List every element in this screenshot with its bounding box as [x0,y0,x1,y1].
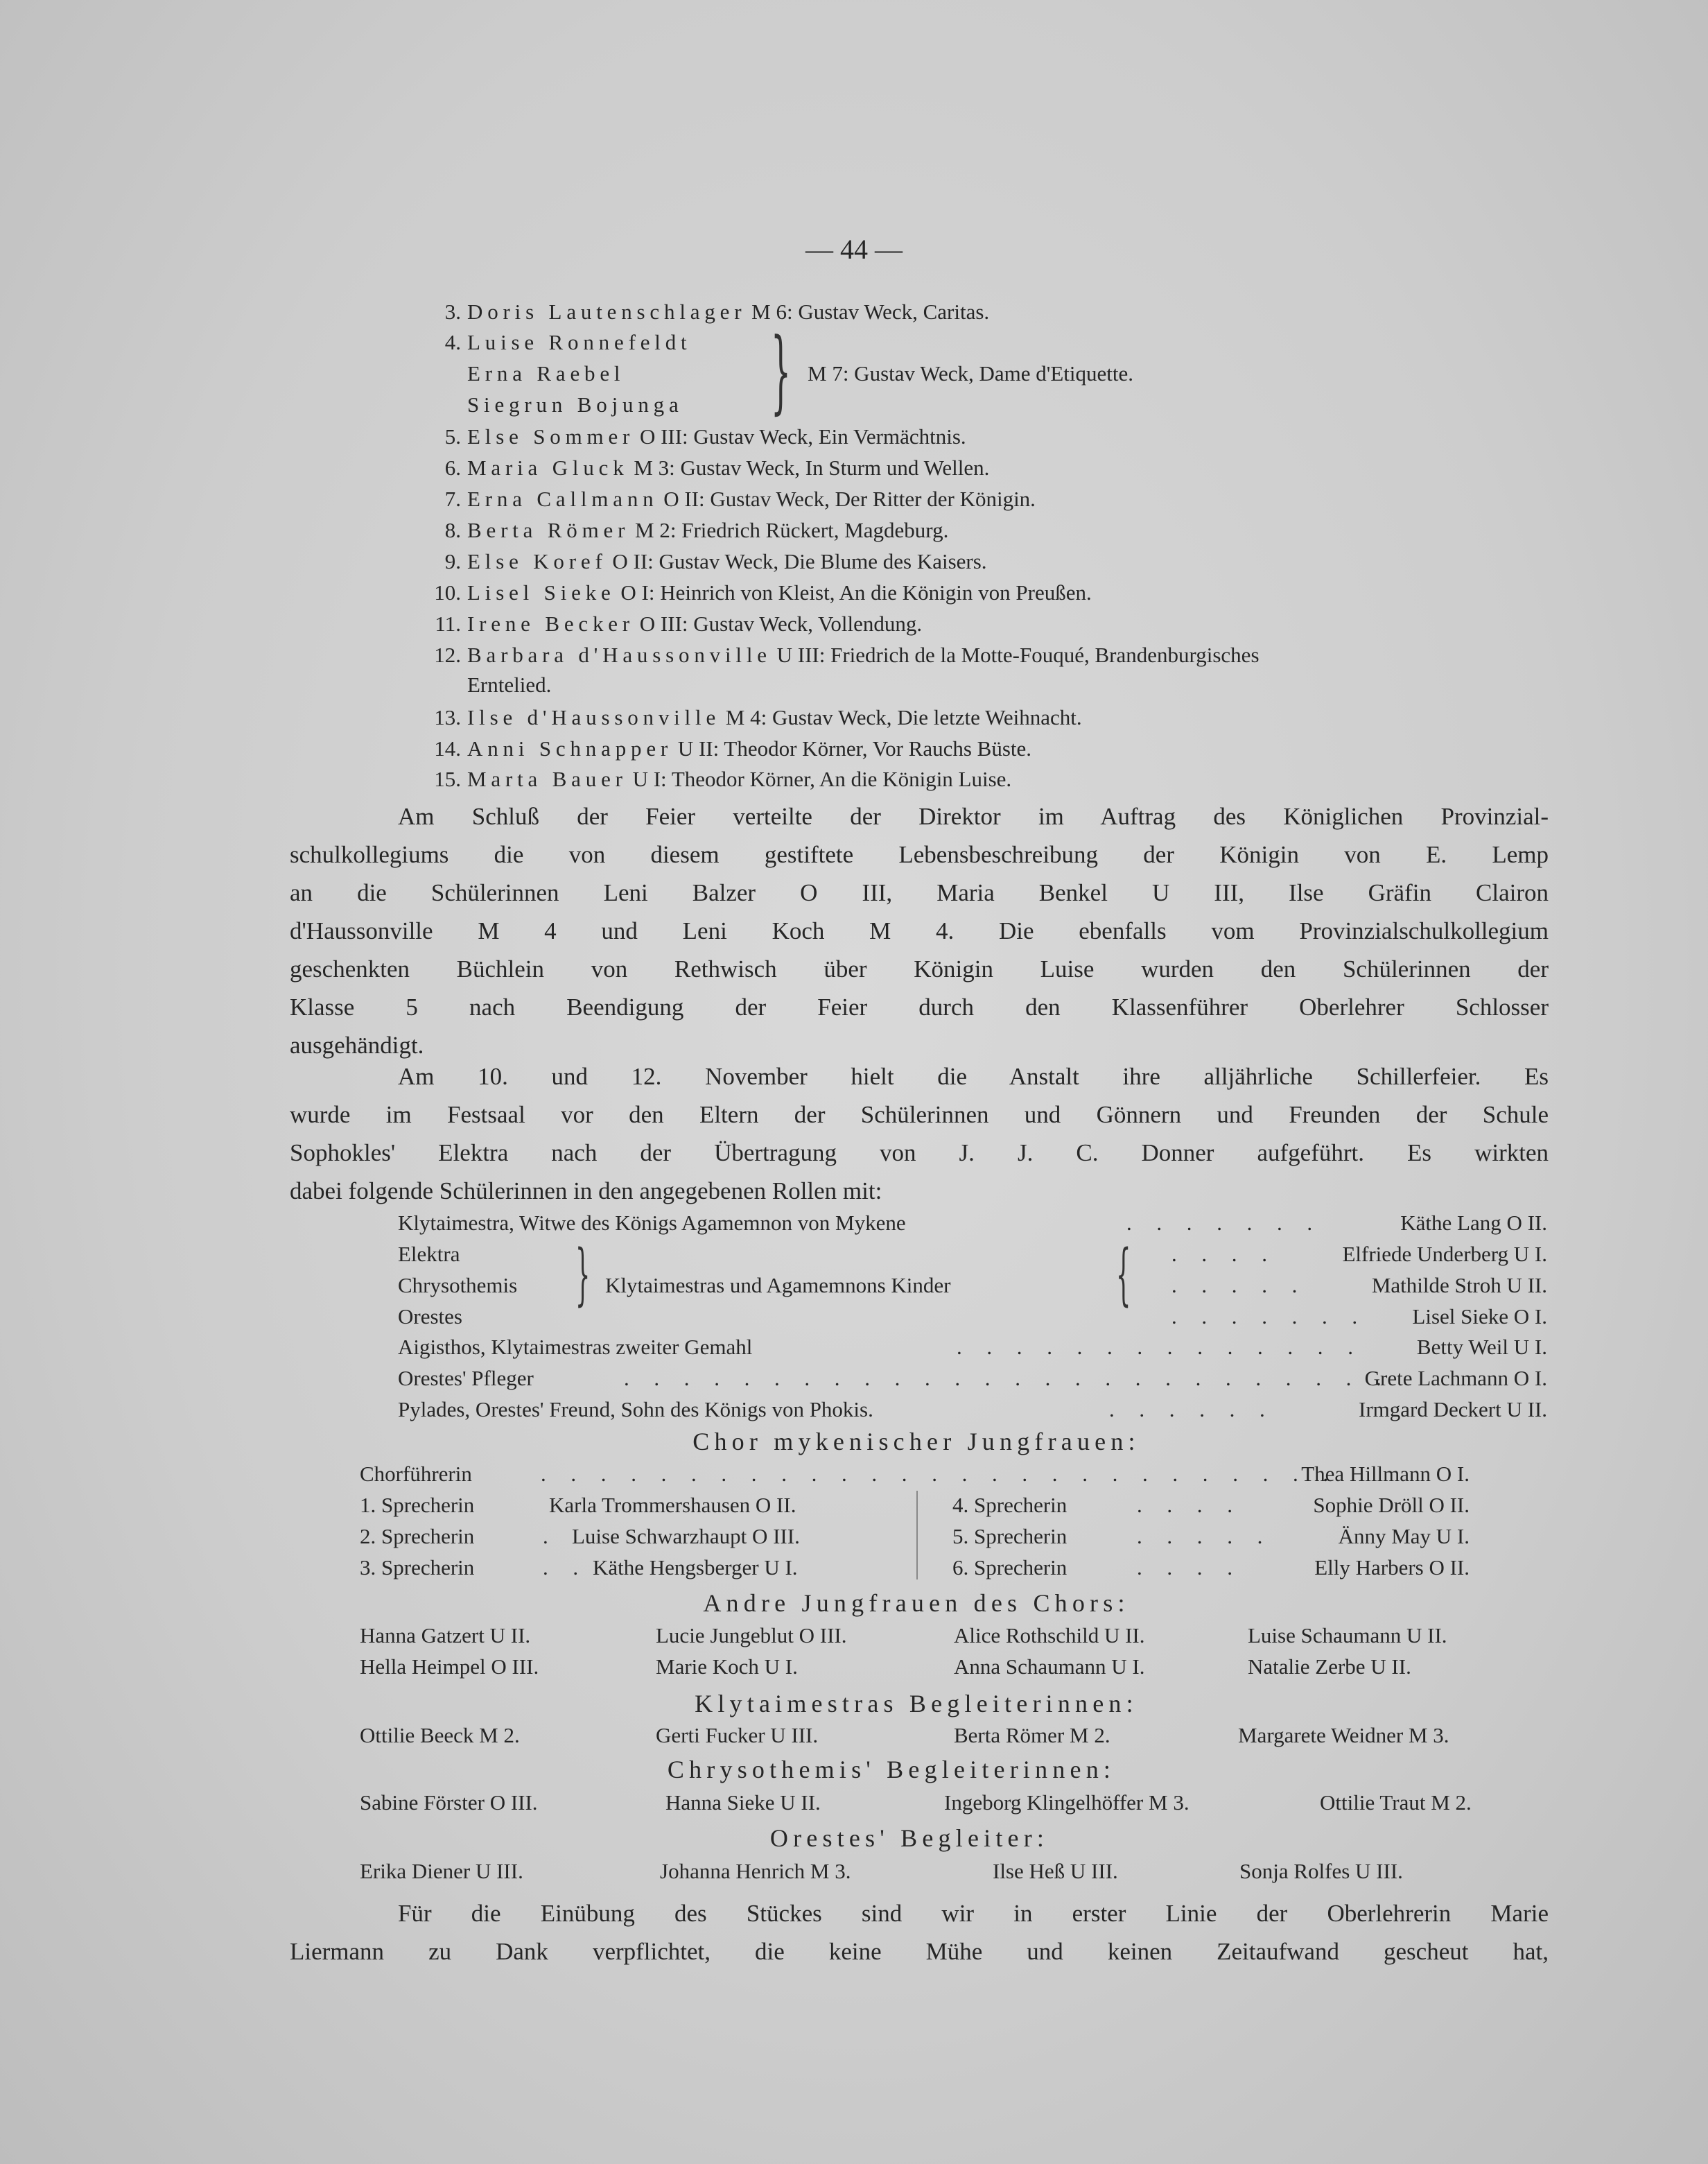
actor: Lisel Sieke O I. [1412,1304,1547,1328]
leader-dots: . . . . . . [1109,1397,1275,1421]
section-heading: Chor mykenischer Jungfrauen: [692,1428,1140,1455]
leader-dots: . . . . . . . . . . . . . . . . . . . . . . . . . . [624,1366,1391,1390]
list-item: Sabine Förster O III. [360,1790,538,1815]
paragraph-awards: Am Schluß der Feier verteilte der Direktor im Auftrag des Königlichen Provinzial- schulkollegiums die von diesem gestiftete Lebensbeschreibung der Königin von E. Lemp an die Schülerinnen Leni Balzer O III, Maria Benkel U III, Ilse Gräfin Clairon d'Haussonville M 4 und Leni Koch M 4. Die ebenfalls vom Provinzialschulkollegium geschenkten Büchlein von Rethwisch über Königin Luise wurden den Schülerinnen der Klasse 5 nach Beendigung der Feier durch den Klassenführer Oberlehrer Schlosser ausgehändigt. [290,803,1549,1059]
list-item: Johanna Henrich M 3. [660,1859,851,1883]
leader-dots: . . . . [1137,1555,1242,1579]
list-item: Berta Römer M 2: Friedrich Rückert, Magdeburg. [467,518,949,542]
section-heading: Chrysothemis' Begleiterinnen: [667,1756,1116,1783]
list-item: Berta Römer M 2. [954,1723,1110,1747]
list-item: Luise Schaumann U II. [1248,1623,1447,1647]
role: 3. Sprecherin [360,1555,475,1579]
leader-dots: . . . . . . . . . . . . . . [957,1335,1363,1359]
paragraph-schillerfeier: Am 10. und 12. November hielt die Anstalt ihre alljährliche Schillerfeier. Es wurde im Festsaal vor den Eltern der Schülerinnen und Gönnern und Freunden der Schule Sophokles' Elektra nach der Übertragung von J. J. C. Donner aufgeführt. Es wirkten dabei folgende Schülerinnen in den angegebenen Rollen mit: [290,1063,1549,1204]
column-divider [916,1491,918,1579]
role: 4. Sprecherin [952,1493,1068,1517]
list-item: Erika Diener U III. [360,1859,523,1883]
brace: { [1116,1236,1131,1313]
list-item: Lucie Jungeblut O III. [656,1623,847,1647]
list-item: Barbara d'Haussonville U III: Friedrich de la Motte-Fouqué, Brandenburgisches [467,643,1260,667]
list-item: Marta Bauer U I: Theodor Körner, An die Königin Luise. [467,767,1012,791]
list-item: Sonja Rolfes U III. [1239,1859,1403,1883]
actor: Karla Trommershausen O II. [549,1493,796,1517]
leader-dots: . . . . . [1137,1524,1273,1548]
list-item: Else Koref O II: Gustav Weck, Die Blume des Kaisers. [467,549,987,573]
list-number: 13. [434,705,461,729]
role: 5. Sprecherin [952,1524,1068,1548]
list-item: Erntelied. [467,673,552,697]
role: Pylades, Orestes' Freund, Sohn des Königs von Phokis. [398,1397,873,1421]
actor: Betty Weil U I. [1416,1335,1547,1359]
brace: } [575,1236,591,1313]
brace: } [771,318,791,424]
list-number: 15. [434,767,461,791]
role: 1. Sprecherin [360,1493,475,1517]
list-item: Ilse Heß U III. [993,1859,1118,1883]
list-item: Margarete Weidner M 3. [1238,1723,1449,1747]
role: Orestes' Pfleger [398,1366,534,1390]
actor: Luise Schwarzhaupt O III. [572,1524,800,1548]
list-item: Ingeborg Klingelhöffer M 3. [944,1790,1190,1815]
leader-dots: . . . . . . . [1126,1211,1323,1235]
actor: Käthe Hengsberger U I. [593,1555,798,1579]
section-heading: Klytaimestras Begleiterinnen: [695,1690,1138,1717]
actor: Irmgard Deckert U II. [1359,1397,1547,1421]
page-number: — 44 — [805,234,903,265]
list-number: 10. [434,580,461,605]
list-item: Anni Schnapper U II: Theodor Körner, Vor Rauchs Büste. [467,736,1032,761]
list-number: 7. [444,487,461,511]
role: Chrysothemis [398,1273,518,1297]
list-item: Erna Callmann O II: Gustav Weck, Der Ritter der Königin. [467,487,1036,511]
list-item: Hella Heimpel O III. [360,1654,539,1679]
section-heading: Orestes' Begleiter: [769,1824,1049,1852]
role: Elektra [398,1242,460,1266]
actor: Sophie Dröll O II. [1313,1493,1470,1517]
list-number: 5. [444,424,461,449]
actor: Mathilde Stroh U II. [1371,1273,1547,1297]
actor: Käthe Lang O II. [1400,1211,1547,1235]
list-item: Gerti Fucker U III. [656,1723,819,1747]
role-group: Klytaimestras und Agamemnons Kinder [605,1273,951,1297]
list-item: Ottilie Traut M 2. [1320,1790,1472,1815]
list-item: Ottilie Beeck M 2. [360,1723,520,1747]
actor: Grete Lachmann O I. [1364,1366,1547,1390]
role: 2. Sprecherin [360,1524,475,1548]
leader-dots: . . . . . . . [1171,1304,1368,1328]
list-number: 8. [444,518,461,542]
list-item: Ilse d'Haussonville M 4: Gustav Weck, Die letzte Weihnacht. [467,705,1082,729]
group-recitation: M 7: Gustav Weck, Dame d'Etiquette. [808,361,1133,386]
list-item: Marie Koch U I. [656,1654,798,1679]
list-item: Natalie Zerbe U II. [1248,1654,1411,1679]
list-item: Hanna Gatzert U II. [360,1623,531,1647]
list-item: Doris Lautenschlager M 6: Gustav Weck, Caritas. [467,300,990,324]
list-item: Luise Ronnefeldt [467,330,692,354]
list-number: 14. [434,736,461,761]
actor: Thea Hillmann O I. [1301,1462,1470,1486]
actor: Elfriede Underberg U I. [1342,1242,1547,1266]
list-number: 4. [444,330,461,354]
list-item: Else Sommer O III: Gustav Weck, Ein Vermächtnis. [467,424,966,449]
paragraph-thanks: Für die Einübung des Stückes sind wir in erster Linie der Oberlehrerin Marie Liermann zu Dank verpflichtet, die keine Mühe und keinen Zeitaufwand gescheut hat, [290,1900,1549,1965]
list-item: Siegrun Bojunga [467,392,683,417]
leader-dots: . . . . . [1171,1273,1307,1297]
list-number: 6. [444,456,461,480]
list-number: 9. [444,549,461,573]
leader-dots: . [543,1524,548,1548]
leader-dots: . . . . [1171,1242,1277,1266]
role: 6. Sprecherin [952,1555,1068,1579]
list-item: Erna Raebel [467,361,625,386]
list-number: 11. [435,612,461,636]
list-item: Anna Schaumann U I. [954,1654,1145,1679]
list-item: Hanna Sieke U II. [665,1790,821,1815]
role: Orestes [398,1304,462,1328]
role: Klytaimestra, Witwe des Königs Agamemnon von Mykene [398,1211,906,1235]
list-item: Alice Rothschild U II. [954,1623,1145,1647]
list-number: 3. [444,300,461,324]
list-item: Lisel Sieke O I: Heinrich von Kleist, An die Königin von Preußen. [467,580,1092,605]
role: Chorführerin [360,1462,472,1486]
list-item: Maria Gluck M 3: Gustav Weck, In Sturm und Wellen. [467,456,990,480]
leader-dots: . . . . [1137,1493,1242,1517]
section-heading: Andre Jungfrauen des Chors: [703,1589,1130,1617]
actor: Änny May U I. [1338,1524,1470,1548]
leader-dots: . . . . . . . . . . . . . . . . . . . . . . . . . . . [541,1462,1339,1486]
role: Aigisthos, Klytaimestras zweiter Gemahl [398,1335,753,1359]
list-item: Irene Becker O III: Gustav Weck, Vollendung. [467,612,923,636]
actor: Elly Harbers O II. [1314,1555,1470,1579]
leader-dots: . . [543,1555,589,1579]
list-number: 12. [434,643,461,667]
